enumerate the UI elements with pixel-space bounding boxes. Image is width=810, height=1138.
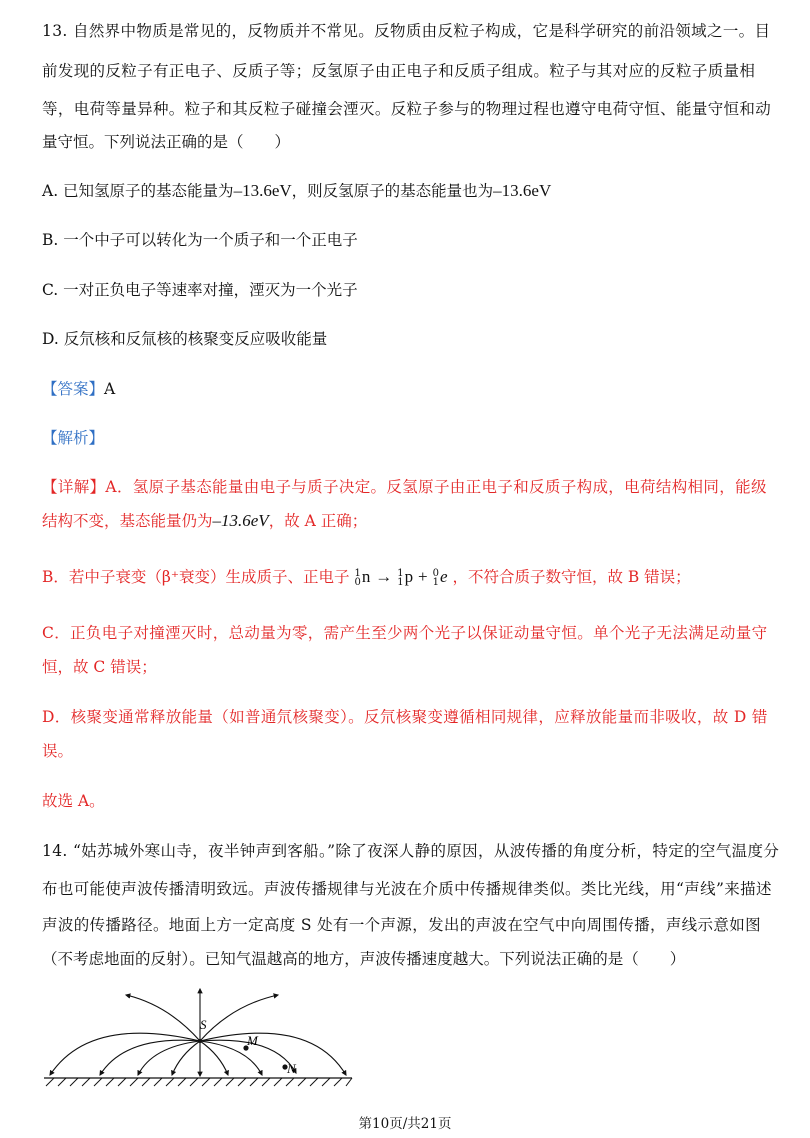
q13-option-c: C. 一对正负电子等速率对撞，湮灭为一个光子 <box>42 281 358 299</box>
q13-stem-line-3: 等，电荷等量异种。粒子和其反粒子碰撞会湮灭。反粒子参与的物理过程也遵守电荷守恒、能量守恒和动 <box>42 100 772 118</box>
sound-ray-figure <box>40 985 360 1090</box>
positron-symbol: e <box>439 567 448 586</box>
q13-option-d: D. 反氘核和反氚核的核聚变反应吸收能量 <box>42 330 328 348</box>
detail-b-line <box>42 566 782 588</box>
q14-stem-line-4: （不考虑地面的反射）。已知气温越高的地方，声波传播速度越大。下列说法正确的是（ ） <box>42 950 686 968</box>
neutron-mass-number: 1 <box>354 568 361 579</box>
sound-rays <box>50 989 346 1076</box>
point-m-label: M <box>247 1033 258 1048</box>
sound-ray-wide-right <box>200 1033 346 1075</box>
answer-value: A <box>104 380 116 398</box>
q13-option-a-value-1: –13.6eV <box>233 181 292 200</box>
detail-conclusion: 故选 A。 <box>42 792 105 810</box>
q13-answer <box>42 378 782 400</box>
plus-sign: + <box>418 567 428 586</box>
neutron-numbers <box>354 569 360 587</box>
detail-a-line-1 <box>42 476 782 498</box>
reaction-arrow: → <box>375 567 393 586</box>
detail-b-end: ，不符合质子数守恒，故 B 错误； <box>452 568 691 586</box>
positron-mass-number: 0 <box>432 568 439 579</box>
answer-tag: 【答案】 <box>42 380 105 398</box>
neutron-charge-number: 0 <box>354 577 361 588</box>
q13-stem-line-1: 13. 自然界中物质是常见的，反物质并不常见。反物质由反粒子构成，它是科学研究的前沿领域之一。目 <box>42 22 771 40</box>
analysis-tag: 【解析】 <box>42 429 105 447</box>
detail-a-line-2-end: ，故 A 正确； <box>268 512 368 530</box>
positron-charge-number: 1 <box>432 577 439 588</box>
detail-d-line-2: 误。 <box>42 742 74 760</box>
proton-mass-number: 1 <box>397 568 404 579</box>
ground-hatching <box>46 1078 352 1086</box>
detail-a-line-2-text: 结构不变，基态能量仍为 <box>42 512 213 530</box>
decay-equation <box>354 568 452 586</box>
q14-stem-line-1: 14. “姑苏城外寒山寺，夜半钟声到客船。”除了夜深人静的原因，从波传播的角度分析，特定的空气温度分 <box>42 842 780 860</box>
q13-option-a-text: A. 已知氢原子的基态能量为 <box>42 182 234 200</box>
detail-c-line-1: C．正负电子对撞湮灭时，总动量为零，需产生至少两个光子以保证动量守恒。单个光子无法满足动量守 <box>42 624 768 642</box>
detail-tag: 【详解】 <box>42 478 106 496</box>
positron-numbers <box>433 569 439 587</box>
q13-option-b: B. 一个中子可以转化为一个质子和一个正电子 <box>42 231 358 249</box>
sound-ray-wide-left <box>50 1033 200 1075</box>
detail-c-line-2: 恒，故 C 错误； <box>42 658 157 676</box>
sound-ray-mid-left <box>100 1040 200 1075</box>
q13-option-a-value-2: –13.6eV <box>493 181 552 200</box>
q13-option-a-mid: ，则反氢原子的基态能量也为 <box>291 182 494 200</box>
neutron-symbol: n <box>361 567 371 586</box>
point-n-label: N <box>287 1061 296 1076</box>
q14-stem-line-2: 布也可能使声波传播清明致远。声波传播规律与光波在介质中传播规律类似。类比光线，用“声线”来描述 <box>42 880 772 898</box>
q13-stem-line-2: 前发现的反粒子有正电子、反质子等；反氢原子由正电子和反质子组成。粒子与其对应的反粒子质量相 <box>42 62 756 80</box>
q13-stem-line-4: 量守恒。下列说法正确的是（ ） <box>42 133 291 151</box>
proton-symbol: p <box>404 567 414 586</box>
proton-charge-number: 1 <box>397 577 404 588</box>
detail-d-line-1: D．核聚变通常释放能量（如普通氘核聚变）。反氘核聚变遵循相同规律，应释放能量而非吸收，故 D 错 <box>42 708 768 726</box>
detail-a-line-2 <box>42 510 782 532</box>
detail-b-text: B．若中子衰变（β⁺衰变）生成质子、正电子 <box>42 568 350 586</box>
detail-a-energy-value: –13.6eV <box>212 511 269 530</box>
page-number: 第10页/共21页 <box>358 1116 452 1132</box>
proton-numbers <box>397 569 403 587</box>
sound-ray-inner-left <box>138 1041 200 1075</box>
sound-source-point <box>198 1039 202 1043</box>
detail-a-text: A．氢原子基态能量由电子与质子决定。反氢原子由正电子和反质子构成，电荷结构相同，能级 <box>105 478 767 496</box>
q13-option-a <box>42 180 782 202</box>
source-label: S <box>200 1017 207 1032</box>
q14-stem-line-3: 声波的传播路径。地面上方一定高度 S 处有一个声源，发出的声波在空气中向周围传播，声线示意如图 <box>42 916 761 934</box>
